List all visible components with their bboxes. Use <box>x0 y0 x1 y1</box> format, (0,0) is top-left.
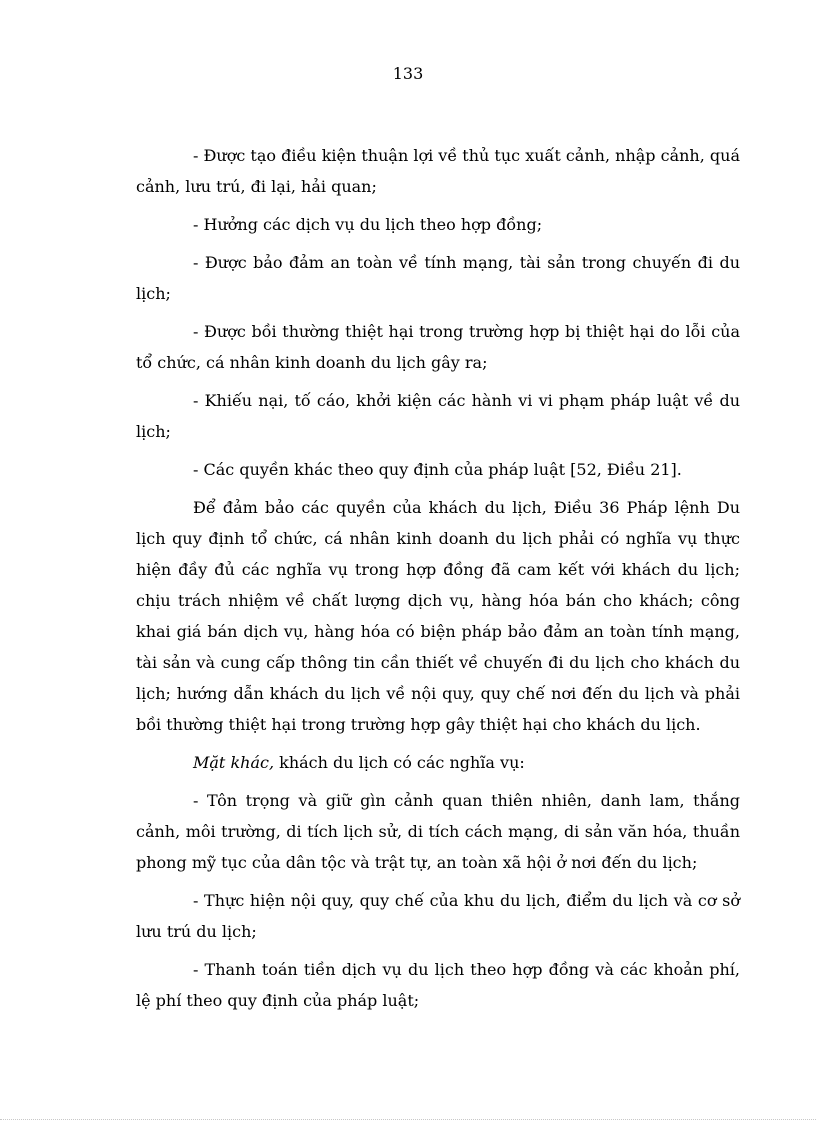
paragraph-text: khách du lịch có các nghĩa vụ: <box>274 753 525 772</box>
page-number: 133 <box>392 64 424 83</box>
document-body <box>136 140 740 1016</box>
paragraph-contract-services: - Hưởng các dịch vụ du lịch theo hợp đồng; <box>193 215 543 234</box>
paragraph-tourist-obligations-intro <box>136 747 740 778</box>
paragraph-payment: - Thanh toán tiền dịch vụ du lịch theo hợp đồng và các khoản phí, lệ phí theo quy định của pháp luật; <box>136 960 740 1010</box>
paragraph-respect-environment: - Tôn trọng và giữ gìn cảnh quan thiên nhiên, danh lam, thắng cảnh, môi trường, di tích lịch sử, di tích cách mạng, di sản văn hóa, thuần phong mỹ tục của dân tộc và trật tự, an toàn xã hội ở nơi đến du lịch; <box>136 791 740 872</box>
paragraph-safety: - Được bảo đảm an toàn về tính mạng, tài sản trong chuyến đi du lịch; <box>136 253 740 303</box>
emphasis-text: Mặt khác, <box>193 753 275 772</box>
paragraph-business-obligations: Để đảm bảo các quyền của khách du lịch, Điều 36 Pháp lệnh Du lịch quy định tổ chức, cá nhân kinh doanh du lịch phải có nghĩa vụ thực hiện đầy đủ các nghĩa vụ trong hợp đồng đã cam kết với khách du lịch; chịu trách nhiệm về chất lượng dịch vụ, hàng hóa bán cho khách; công khai giá bán dịch vụ, hàng hóa có biện pháp bảo đảm an toàn tính mạng, tài sản và cung cấp thông tin cần thiết về chuyến đi du lịch cho khách du lịch; hướng dẫn khách du lịch về nội quy, quy chế nơi đến du lịch và phải bồi thường thiệt hại trong trường hợp gây thiệt hại cho khách du lịch. <box>136 498 740 734</box>
paragraph-other-rights: - Các quyền khác theo quy định của pháp luật [52, Điều 21]. <box>193 460 682 479</box>
paragraph-compensation: - Được bồi thường thiệt hại trong trường hợp bị thiệt hại do lỗi của tổ chức, cá nhân kinh doanh du lịch gây ra; <box>136 322 740 372</box>
paragraph-follow-rules: - Thực hiện nội quy, quy chế của khu du lịch, điểm du lịch và cơ sở lưu trú du lịch; <box>136 891 740 941</box>
page-bottom-border <box>0 1119 816 1120</box>
paragraph-entry-exit-rights: - Được tạo điều kiện thuận lợi về thủ tục xuất cảnh, nhập cảnh, quá cảnh, lưu trú, đi lại, hải quan; <box>136 146 740 196</box>
paragraph-complaints: - Khiếu nại, tố cáo, khởi kiện các hành vi vi phạm pháp luật về du lịch; <box>136 391 740 441</box>
